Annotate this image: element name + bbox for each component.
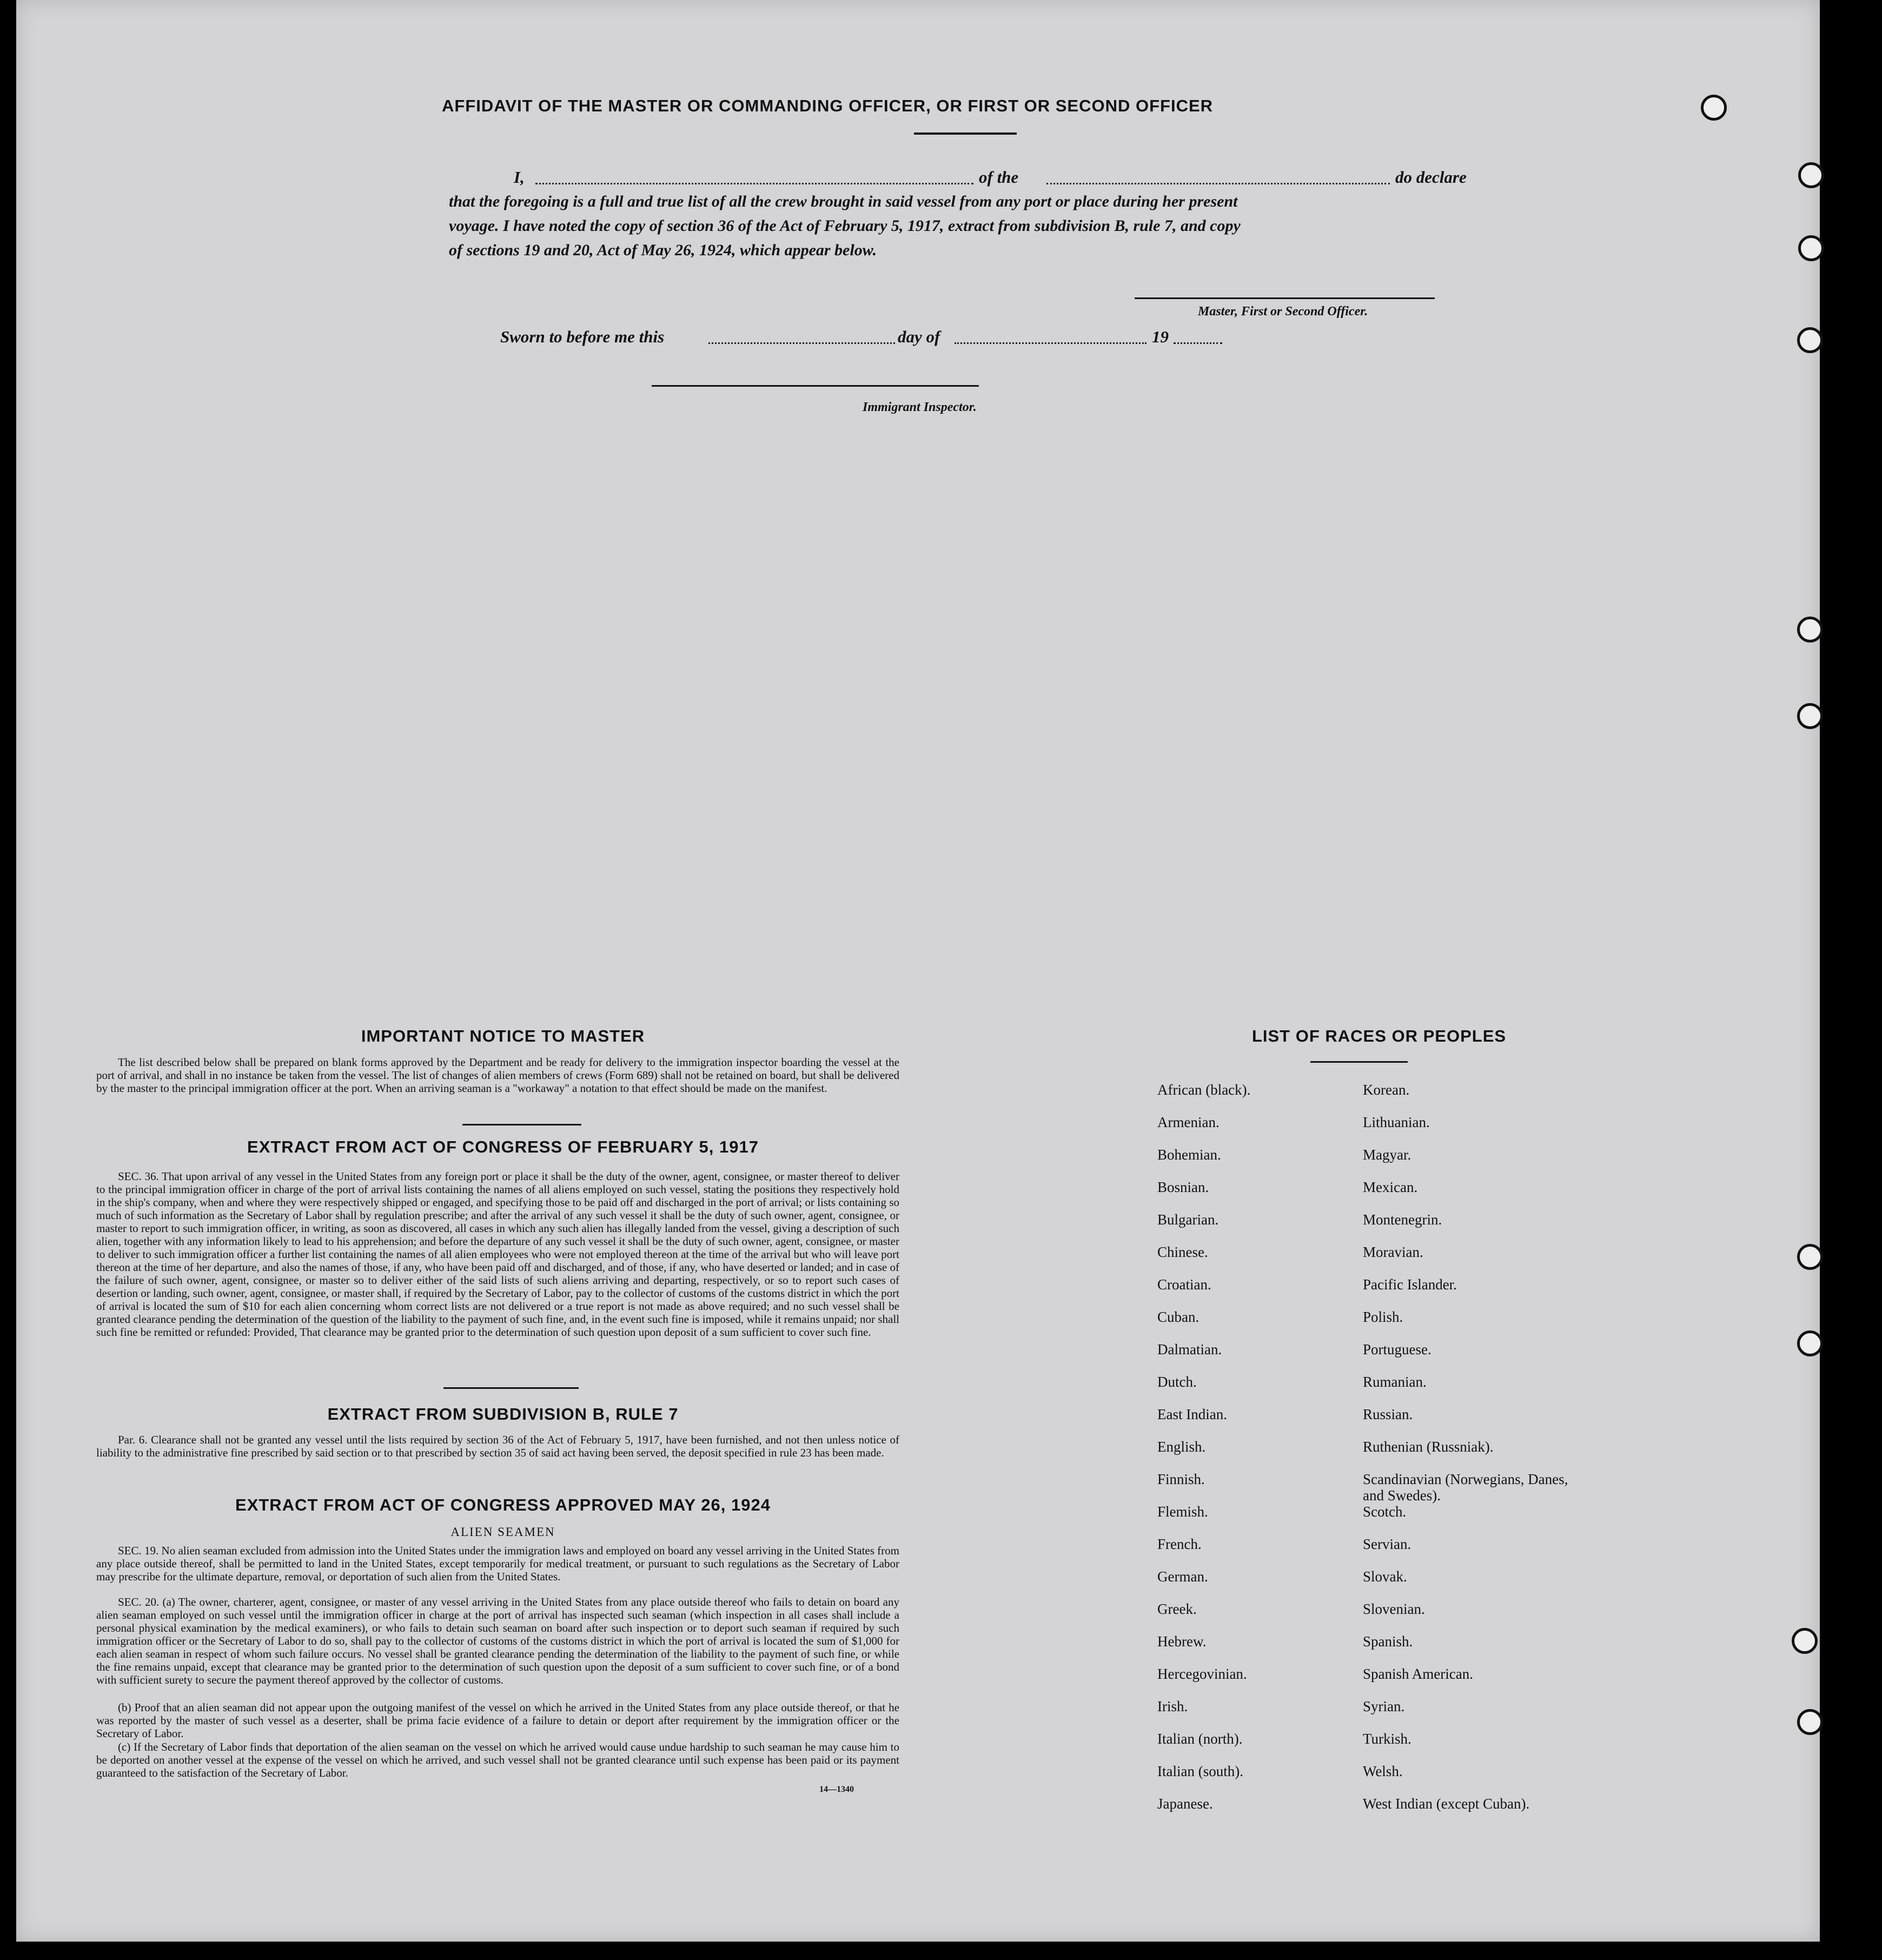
race-item: Rumanian. (1363, 1374, 1427, 1390)
master-signature-label: Master, First or Second Officer. (1198, 304, 1368, 319)
race-item: Spanish. (1363, 1633, 1413, 1650)
punch-hole (1798, 162, 1824, 188)
race-item: Spanish American. (1363, 1666, 1473, 1682)
name-blank[interactable] (535, 183, 973, 184)
affidavit-title: AFFIDAVIT OF THE MASTER OR COMMANDING OFFICER, OR FIRST OR SECOND OFFICER (441, 96, 1214, 115)
punch-hole (1792, 1628, 1818, 1654)
race-item: Mexican. (1363, 1179, 1418, 1195)
section-divider (462, 1124, 581, 1125)
race-item: Greek. (1157, 1601, 1197, 1617)
race-item: Russian. (1363, 1406, 1413, 1422)
sworn-line (500, 327, 1257, 349)
race-item: Moravian. (1363, 1244, 1423, 1260)
race-item: Scotch. (1363, 1504, 1407, 1520)
races-title: LIST OF RACES OR PEOPLES (1251, 1027, 1507, 1045)
race-item: Magyar. (1363, 1147, 1412, 1163)
race-item: Irish. (1157, 1698, 1188, 1714)
race-item: Servian. (1363, 1536, 1412, 1552)
punch-hole (1797, 617, 1823, 643)
race-item: Slovenian. (1363, 1601, 1425, 1617)
punch-hole (1797, 1244, 1823, 1270)
affidavit-line2: that the foregoing is a full and true list of all the crew brought in said vessel from any port or place during her present (449, 193, 1238, 210)
punch-hole (1797, 1330, 1823, 1356)
title-underline (914, 133, 1017, 135)
race-item: Slovak. (1363, 1568, 1407, 1585)
punch-hole (1798, 235, 1824, 261)
race-item: Welsh. (1363, 1763, 1403, 1779)
form-number: 14—1340 (819, 1785, 854, 1794)
day-blank[interactable] (708, 342, 895, 344)
punch-hole (1701, 95, 1727, 121)
race-item: Scandinavian (Norwegians, Danes, and Swedes). (1363, 1471, 1568, 1504)
affidavit-line4: of sections 19 and 20, Act of May 26, 1924, which appear below. (449, 241, 877, 259)
sec20b-body: (b) Proof that an alien seaman did not appear upon the outgoing manifest of the vessel on which he arrived in the United States from any place outside thereof, or that he was reported by the master of such vessel as a deserter, shall be prima facie evidence of a failure to detain or deport after requirement by the immigration officer or the Secretary of Labor. (96, 1701, 899, 1740)
races-title-underline (1310, 1061, 1408, 1063)
race-item: Hercegovinian. (1157, 1666, 1247, 1682)
inspector-signature-label: Immigrant Inspector. (863, 400, 977, 414)
race-item: French. (1157, 1536, 1202, 1552)
sec20a-body: SEC. 20. (a) The owner, charterer, agent, consignee, or master of any vessel arriving in the United States from any place outside thereof who fails to detain on board any alien seaman employed on such vessel until the immigration officer in charge at the port of arrival has inspected such seaman (which inspection in all cases shall include a personal physical examination by the medical examiners), or who fails to detain such seaman on board after such inspection or to deport such seaman if required by such immigration officer or the Secretary of Labor to do so, shall pay to the collector of customs of the customs district in which the port of arrival is located the sum of $1,000 for each alien seaman in respect of whom such failure occurs. No vessel shall be granted clearance pending the determination of the liability to the payment of such fine, or while the fine remains unpaid, except that clearance may be granted prior to the determination of such question upon the deposit of a sum sufficient to cover such fine, or of a bond with sufficient surety to secure the payment thereof approved by the collector of customs. (96, 1595, 899, 1686)
alien-seamen-subtitle: ALIEN SEAMEN (450, 1525, 555, 1539)
rule7-title: EXTRACT FROM SUBDIVISION B, RULE 7 (327, 1405, 679, 1423)
race-item: Armenian. (1157, 1114, 1220, 1130)
race-item: Bulgarian. (1157, 1211, 1219, 1228)
race-item: Cuban. (1157, 1309, 1200, 1325)
section-divider (443, 1387, 579, 1389)
race-item: Ruthenian (Russniak). (1363, 1439, 1494, 1455)
document-page (16, 0, 1820, 1942)
race-item: Flemish. (1157, 1504, 1208, 1520)
race-item: Bohemian. (1157, 1147, 1221, 1163)
race-item: Italian (north). (1157, 1731, 1243, 1747)
race-item: Chinese. (1157, 1244, 1208, 1260)
master-signature-line[interactable] (1135, 297, 1435, 299)
punch-hole (1797, 1709, 1823, 1735)
year-text: 19 (1152, 327, 1169, 346)
extract-1917-body: SEC. 36. That upon arrival of any vessel in the United States from any foreign port or place it shall be the duty of the owner, agent, consignee, or master thereof to deliver to the principal immigration officer in charge of the port of arrival lists containing the names of all aliens employed on such vessel, stating the positions they respectively hold in the ship's company, when and where they were respectively shipped or engaged, and specifying those to be paid off and discharged in the port of arrival; or lists containing so much of such information as the Secretary of Labor shall by regulation prescribe; and after the arrival of any such vessel it shall be the duty of such owner, agent, consignee, or master to report to such immigration officer, in writing, as soon as discovered, all cases in which any such alien has illegally landed from the vessel, giving a description of such alien, together with any information likely to lead to his apprehension; and before the departure of any such vessel it shall be the duty of such owner, agent, consignee, or master to deliver to such immigration officer a further list containing the names of all alien employees who were not employed thereon at the time of the arrival but who will leave port thereon at the time of her departure, and also the names of those, if any, who have been paid off and discharged, and of those, if any, who have deserted or landed; and in case of the failure of such owner, agent, consignee, or master so to deliver either of the said lists of such aliens arriving and departing, respectively, or so to report such cases of desertion or landing, such owner, agent, consignee, or master shall, if required by the Secretary of Labor, pay to the collector of customs of the customs district in which the port of arrival is located the sum of $10 for each alien concerning whom correct lists are not delivered or a true report is not made as above required; and no such vessel shall be granted clearance pending the determination of the question of the liability to the payment of such fine, and, in the event such fine is imposed, while it remains unpaid; nor shall such fine be remitted or refunded: Provided, That clearance may be granted prior to the determination of such question upon deposit of a sum sufficient to cover such fine. (96, 1170, 899, 1339)
race-item: Korean. (1363, 1082, 1410, 1098)
race-item: Dalmatian. (1157, 1341, 1222, 1358)
race-item: Polish. (1363, 1309, 1403, 1325)
race-item: Hebrew. (1157, 1633, 1207, 1650)
sec19-body: SEC. 19. No alien seaman excluded from admission into the United States under the immigration laws and employed on board any vessel arriving in the United States from any place outside thereof, shall be permitted to land in the United States, except temporarily for medical treatment, or pursuant to such regulations as the Secretary of Labor may prescribe for the ultimate departure, removal, or deportation of such alien from the United States. (96, 1544, 899, 1583)
race-item: Turkish. (1363, 1731, 1412, 1747)
notice-title: IMPORTANT NOTICE TO MASTER (361, 1027, 645, 1045)
race-item: East Indian. (1157, 1406, 1227, 1422)
sworn-text: Sworn to before me this (500, 327, 665, 346)
extract-1924-title: EXTRACT FROM ACT OF CONGRESS APPROVED MAY 26, 1924 (235, 1495, 771, 1514)
race-item: Montenegrin. (1363, 1211, 1442, 1228)
race-item: West Indian (except Cuban). (1363, 1796, 1530, 1812)
affidavit-line1 (514, 168, 1487, 189)
sec20c-body: (c) If the Secretary of Labor finds that deportation of the alien seaman on the vessel on which he arrived would cause undue hardship to such seaman he may cause him to be deported on another vessel at the expense of the vessel on which he arrived, and such vessel shall not be granted clearance until such expense has been paid or its payment guaranteed to the satisfaction of the Secretary of Labor. (96, 1740, 899, 1779)
race-item: Finnish. (1157, 1471, 1205, 1487)
rule7-body: Par. 6. Clearance shall not be granted any vessel until the lists required by section 36 of the Act of February 5, 1917, have been furnished, and not then unless notice of liability to the administrative fine prescribed by said section or to that prescribed by section 35 of said act having been served, the deposit specified in rule 23 has been made. (96, 1433, 899, 1459)
affidavit-declare: do declare (1395, 168, 1467, 187)
races-column-1 (1157, 1082, 1352, 1828)
vessel-blank[interactable] (1046, 183, 1390, 184)
day-of-text: day of (898, 327, 940, 346)
month-blank[interactable] (955, 342, 1147, 344)
punch-hole (1797, 703, 1823, 729)
race-item: Italian (south). (1157, 1763, 1243, 1779)
race-item: Lithuanian. (1363, 1114, 1430, 1130)
notice-body: The list described below shall be prepared on blank forms approved by the Department and be ready for delivery to the immigration inspector boarding the vessel at the port of arrival, and shall in no instance be taken from the vessel. The list of changes of alien members of crews (Form 689) shall not be retained on board, but shall be delivered by the master to the principal immigration officer at the port. When an arriving seaman is a "workaway" a notation to that effect should be made on the manifest. (96, 1056, 899, 1095)
affidavit-i: I, (514, 168, 525, 187)
race-item: Croatian. (1157, 1276, 1211, 1293)
race-item: Syrian. (1363, 1698, 1405, 1714)
race-item: Pacific Islander. (1363, 1276, 1457, 1293)
punch-hole (1797, 327, 1823, 353)
races-column-2 (1363, 1082, 1579, 1828)
race-item: English. (1157, 1439, 1206, 1455)
affidavit-of-the: of the (979, 168, 1019, 187)
race-item: Dutch. (1157, 1374, 1197, 1390)
inspector-signature-line[interactable] (652, 385, 979, 387)
race-item: African (black). (1157, 1082, 1251, 1098)
year-blank[interactable] (1174, 342, 1222, 344)
race-item: Bosnian. (1157, 1179, 1209, 1195)
race-item: Japanese. (1157, 1796, 1213, 1812)
extract-1917-title: EXTRACT FROM ACT OF CONGRESS OF FEBRUARY 5, 1917 (247, 1137, 759, 1156)
affidavit-line3: voyage. I have noted the copy of section 36 of the Act of February 5, 1917, extract from subdivision B, rule 7, and copy (449, 217, 1241, 235)
race-item: German. (1157, 1568, 1208, 1585)
race-item: Portuguese. (1363, 1341, 1432, 1358)
